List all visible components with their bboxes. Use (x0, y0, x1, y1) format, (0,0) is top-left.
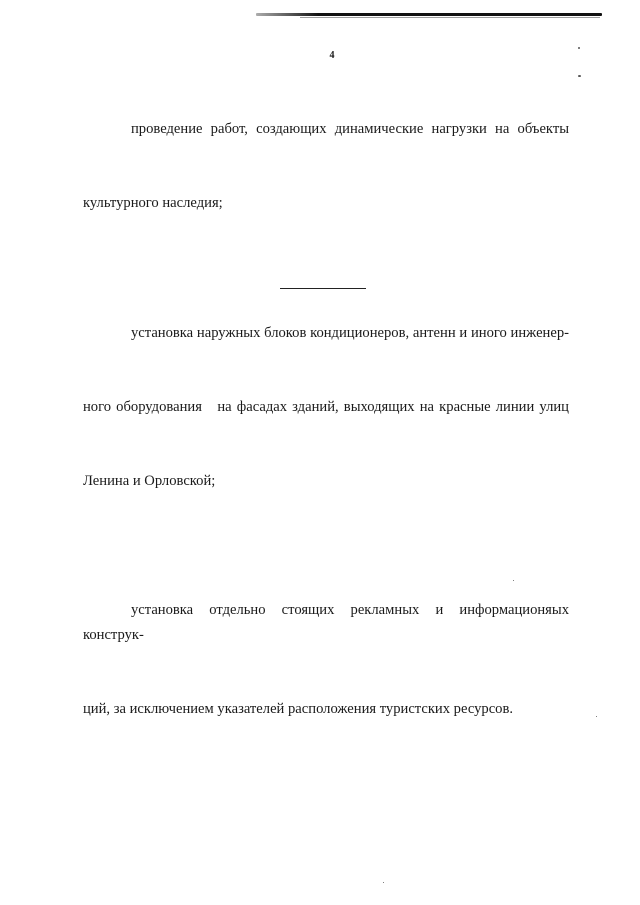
scan-border-line (256, 13, 602, 16)
text-line: проведение работ, создающих динамические нагрузки на объекты (131, 121, 569, 138)
end-of-text-rule (280, 288, 366, 289)
text-line: культурного наследия; (83, 194, 223, 211)
page-number: 4 (329, 50, 335, 61)
text-line: ций, за исключением указателей расположения туристских ресурсов. (83, 700, 514, 717)
scan-border-line-thin (300, 17, 600, 18)
scan-speck (578, 47, 580, 49)
text-line: Ленина и Орловской; (83, 472, 216, 489)
text-line: ного оборудования на фасадах зданий, выходящих на красные линии улиц (83, 398, 569, 415)
paragraph-dynamic-loads (83, 68, 569, 265)
scan-speck (383, 882, 384, 883)
paragraph-advertising-structures (83, 549, 573, 770)
scan-speck (513, 580, 514, 581)
paragraph-air-conditioners (83, 272, 569, 543)
scan-speck (596, 716, 597, 717)
document-body (83, 68, 573, 778)
scan-speck (578, 75, 581, 77)
text-line: установка отдельно стоящих рекламных и информационяых конструк- (83, 602, 573, 644)
text-line: установка наружных блоков кондиционеров, антенн и иного инженер- (131, 324, 569, 341)
